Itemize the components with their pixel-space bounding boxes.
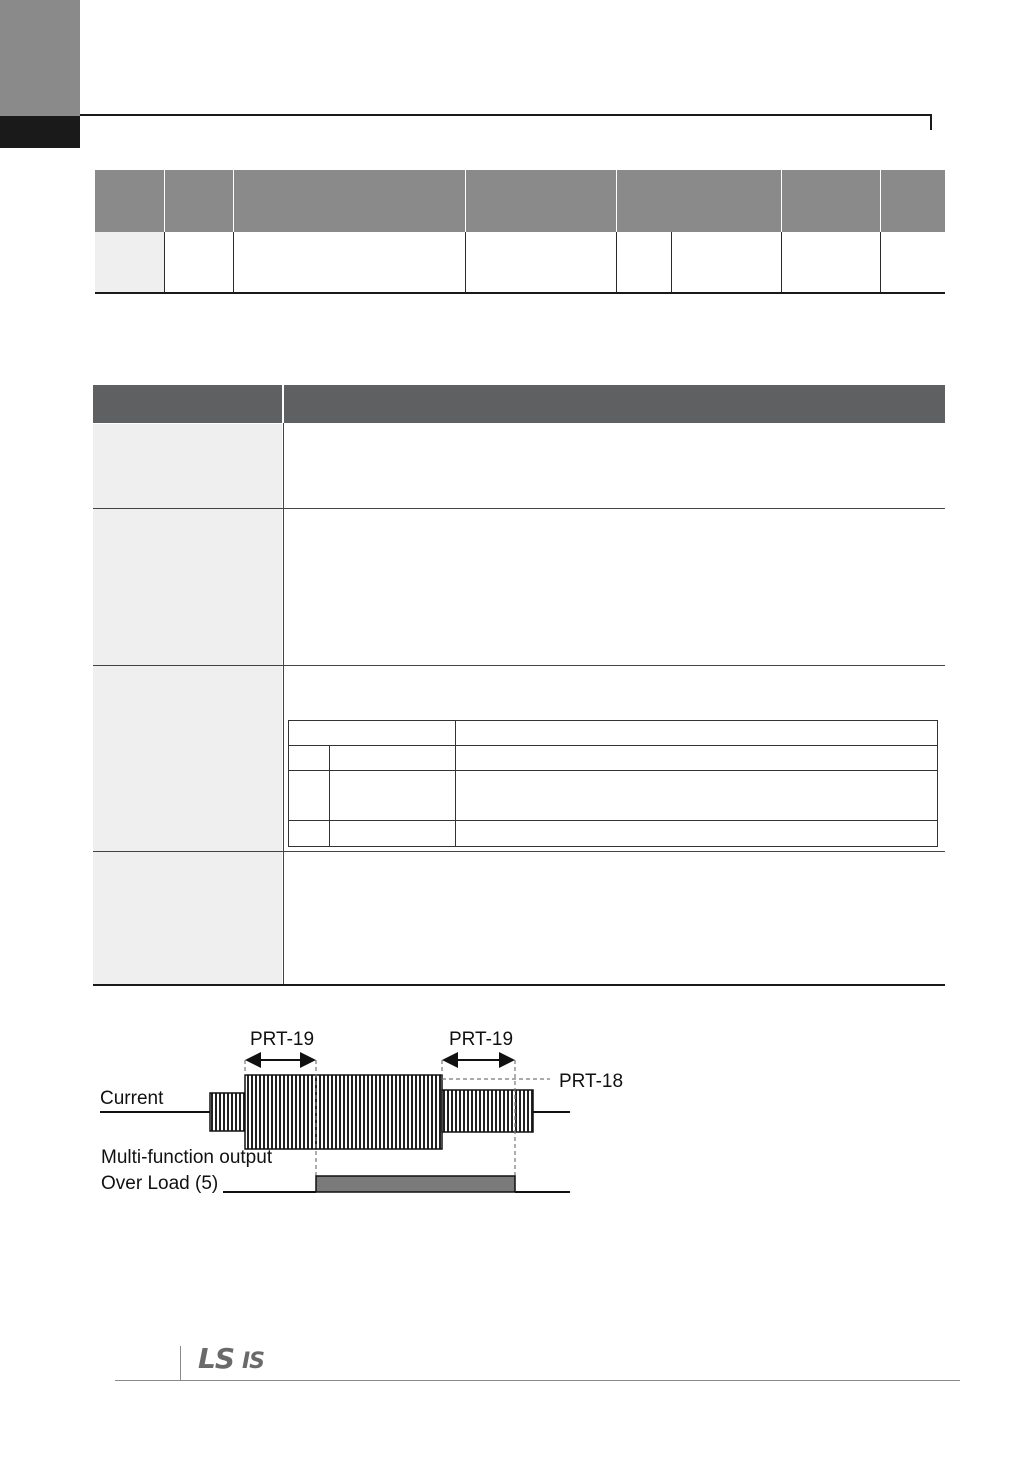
param-table-bottom-rule	[95, 292, 945, 294]
svg-text:IS: IS	[242, 1349, 265, 1373]
param-header-setting	[617, 170, 782, 232]
sub-row-divider	[289, 820, 937, 821]
sub-row-divider	[289, 770, 937, 771]
description-table	[93, 385, 945, 987]
column-divider	[283, 423, 284, 985]
desc-header-description	[284, 385, 945, 423]
parameter-table	[95, 170, 945, 295]
prt19-label-b: PRT-19	[449, 1029, 514, 1050]
output-label-line2: Over Load (5)	[101, 1173, 219, 1194]
prt18-label: PRT-18	[559, 1071, 624, 1092]
param-cell-range	[782, 232, 881, 292]
current-reduced-block	[442, 1090, 533, 1132]
param-header-name	[234, 170, 466, 232]
current-label: Current	[100, 1088, 164, 1109]
current-overload-block	[245, 1075, 442, 1149]
sub-col-divider	[455, 721, 456, 846]
param-header-code	[165, 170, 234, 232]
overload-timing-diagram	[95, 1020, 635, 1205]
param-header-lcd	[466, 170, 617, 232]
param-header-unit	[881, 170, 945, 232]
param-cell-unit	[881, 232, 945, 292]
setting-options-table	[288, 720, 938, 847]
desc-row-2-label	[93, 509, 282, 665]
sub-col-divider	[329, 746, 330, 846]
param-cell-setting-num	[617, 232, 672, 292]
desc-row-1-label	[93, 424, 282, 508]
header-rule-tick	[930, 114, 932, 130]
param-cell-name	[234, 232, 466, 292]
desc-row-4-label	[93, 852, 282, 984]
prt19-label-a: PRT-19	[250, 1029, 315, 1050]
header-rule	[80, 114, 932, 116]
lsis-logo	[198, 1343, 282, 1380]
lsis-logo-mark	[198, 1343, 282, 1373]
desc-row-3-label	[93, 666, 282, 851]
svg-text:LS: LS	[198, 1343, 235, 1373]
param-header-group	[95, 170, 165, 232]
chapter-tab	[0, 0, 80, 116]
chapter-tab-marker	[0, 116, 80, 148]
footer-divider-tick	[180, 1346, 181, 1380]
output-label-line1: Multi-function output	[101, 1147, 273, 1168]
param-cell-lcd	[466, 232, 617, 292]
current-normal-block	[210, 1093, 245, 1131]
param-cell-group	[95, 232, 165, 292]
desc-table-bottom-rule	[93, 984, 945, 986]
sub-row-divider	[289, 745, 937, 746]
param-cell-code	[165, 232, 234, 292]
param-header-range	[782, 170, 881, 232]
overload-output-pulse	[316, 1176, 515, 1192]
param-cell-setting-text	[672, 232, 782, 292]
footer-rule	[115, 1380, 960, 1381]
desc-header-code	[93, 385, 282, 423]
